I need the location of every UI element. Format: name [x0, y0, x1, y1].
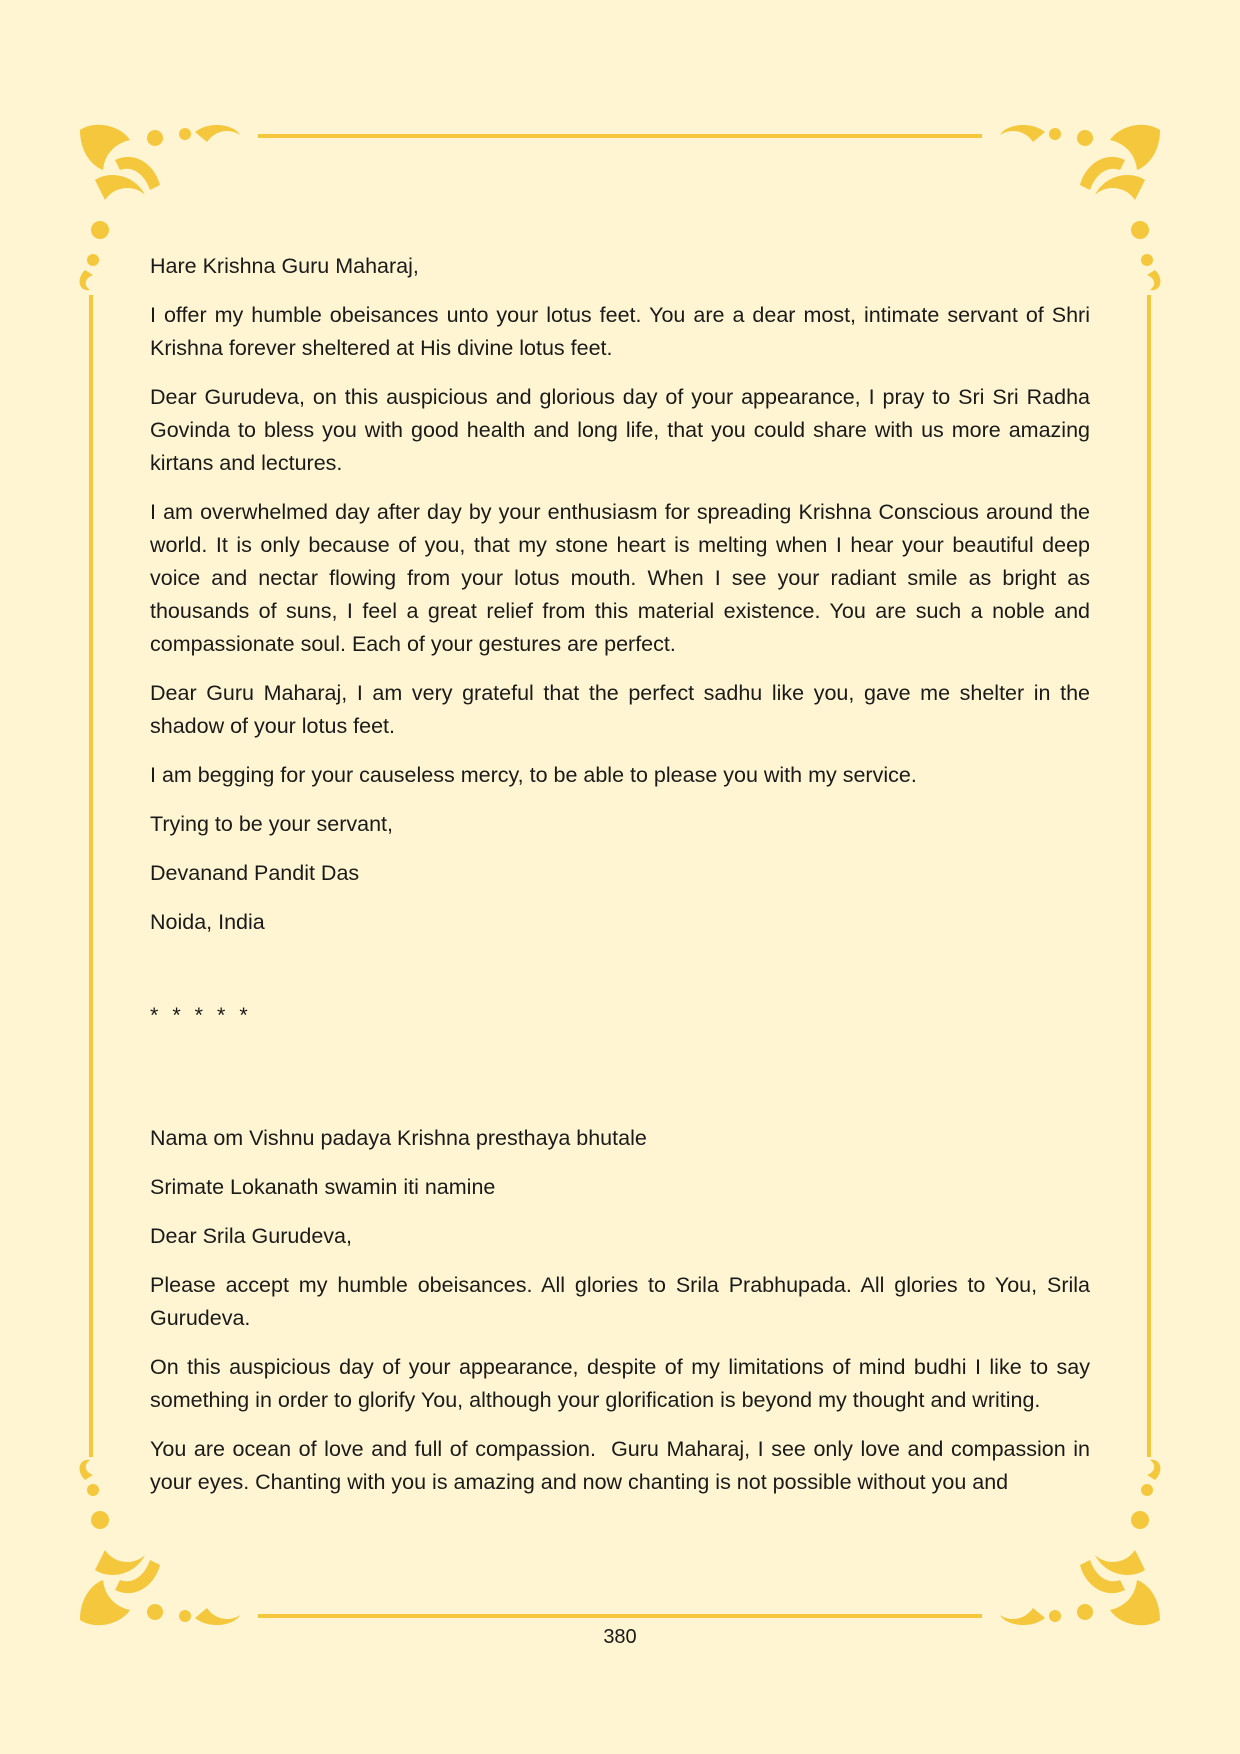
letter2-invocation-line1: Nama om Vishnu padaya Krishna presthaya bhutale: [150, 1126, 647, 1150]
letter1-paragraph: Dear Guru Maharaj, I am very grateful that the perfect sadhu like you, gave me shelter in the shadow of your lotus feet.: [150, 681, 1090, 738]
letter1-paragraph: I am overwhelmed day after day by your enthusiasm for spreading Krishna Conscious around the world. It is only because of you, that my stone heart is melting when I hear your beautiful deep voice and nectar flowing from your lotus mouth. When I see your radiant smile as bright as thousands of suns, I feel a great relief from this material existence. You are such a noble and compassionate soul. Each of your gestures are perfect.: [150, 500, 1090, 656]
page-number: 380: [603, 1626, 637, 1648]
letter1-signature: Devanand Pandit Das: [150, 861, 360, 885]
section-separator: * * * * *: [150, 1003, 252, 1027]
letter1-paragraph: I offer my humble obeisances unto your lotus feet. You are a dear most, intimate servant of Shri Krishna forever sheltered at His divine lotus feet.: [150, 303, 1090, 360]
letter1-paragraph: I am begging for your causeless mercy, to be able to please you with my service.: [150, 763, 917, 787]
document-body: [150, 250, 1096, 1515]
frame-bottom-line: [258, 1614, 982, 1618]
letter1-salutation: Hare Krishna Guru Maharaj,: [150, 254, 419, 278]
letter1-closing: Trying to be your servant,: [150, 812, 393, 836]
letter2-invocation-line2: Srimate Lokanath swamin iti namine: [150, 1175, 496, 1199]
frame-top-line: [258, 134, 982, 138]
letter2-paragraph: On this auspicious day of your appearance, despite of my limitations of mind budhi I like to say something in order to glorify You, although your glorification is beyond my thought and writing.: [150, 1355, 1090, 1412]
frame-right-line: [1147, 295, 1151, 1457]
letter2-salutation: Dear Srila Gurudeva,: [150, 1224, 352, 1248]
letter2-paragraph: Please accept my humble obeisances. All glories to Srila Prabhupada. All glories to You, Srila Gurudeva.: [150, 1273, 1090, 1330]
letter1-location: Noida, India: [150, 910, 265, 934]
frame-left-line: [89, 295, 93, 1457]
letter1-paragraph: Dear Gurudeva, on this auspicious and glorious day of your appearance, I pray to Sri Sri Radha Govinda to bless you with good health and long life, that you could share with us more amazing kirtans and lectures.: [150, 385, 1090, 475]
letter2-paragraph: You are ocean of love and full of compassion. Guru Maharaj, I see only love and compassion in your eyes. Chanting with you is amazing and now chanting is not possible without you and: [150, 1437, 1096, 1494]
